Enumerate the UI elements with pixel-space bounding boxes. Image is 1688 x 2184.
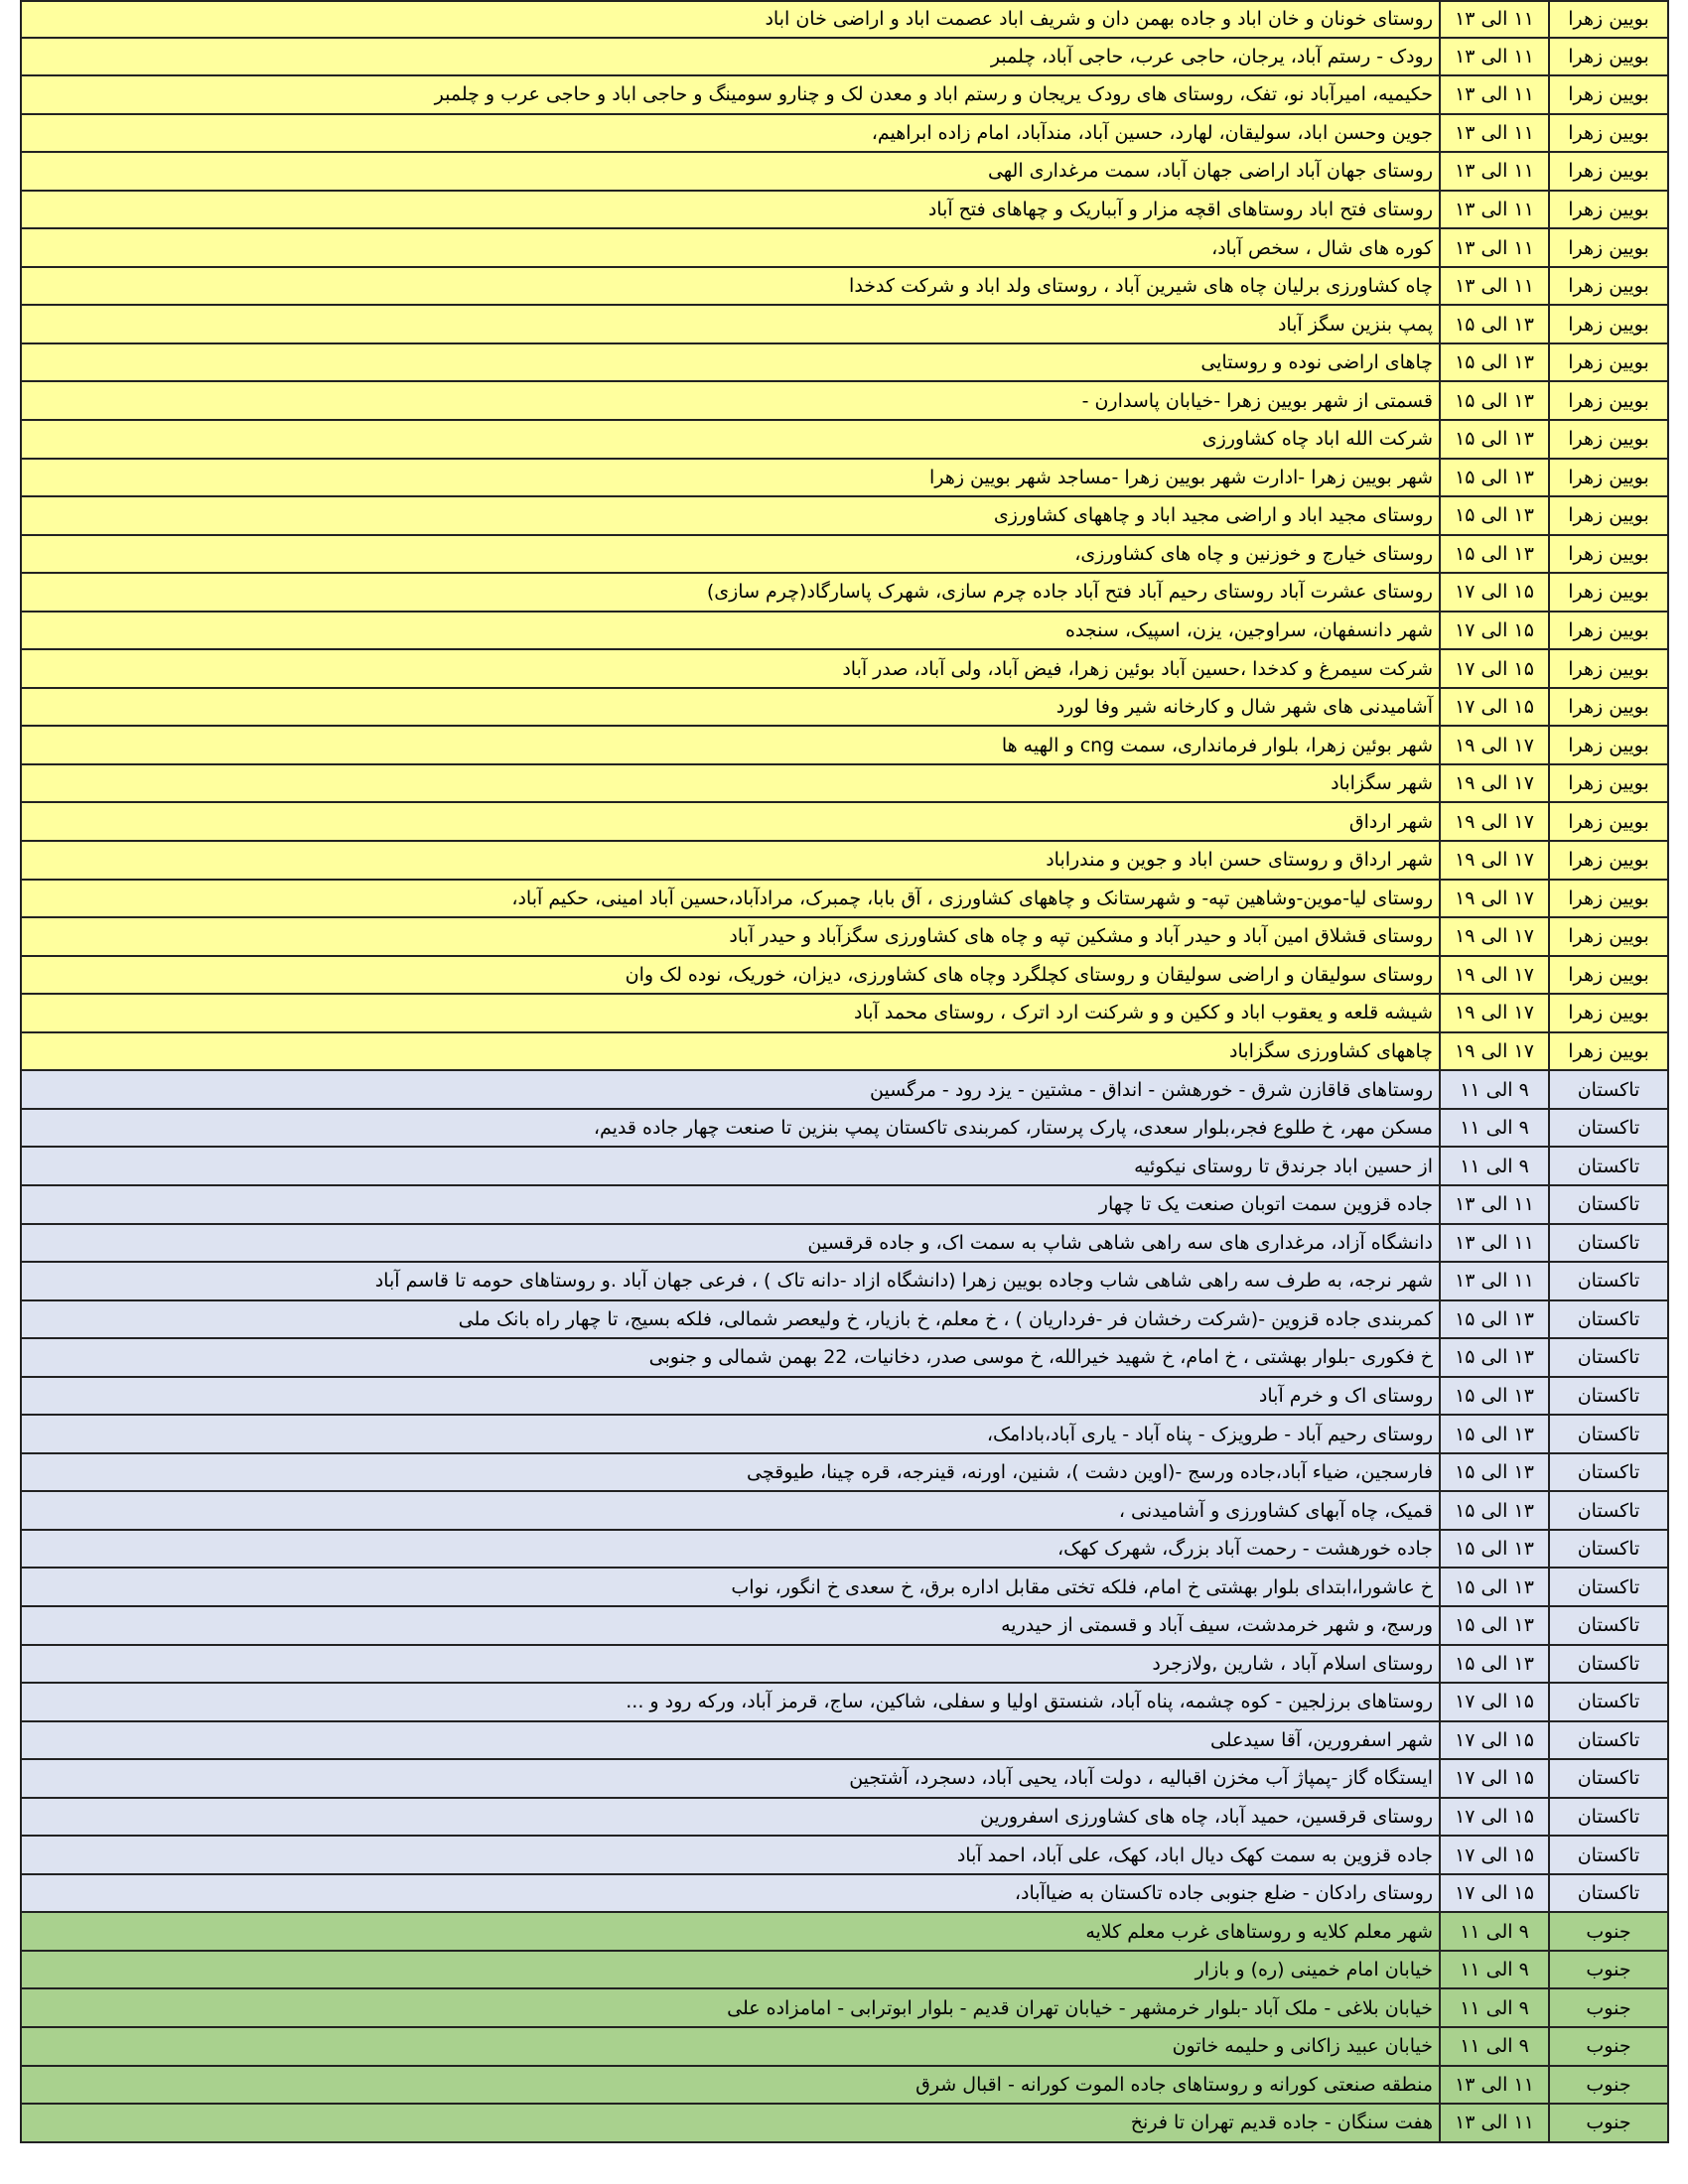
city-cell: جنوب xyxy=(1548,1989,1669,2026)
table-row xyxy=(20,1875,1669,1914)
table-row xyxy=(20,1339,1669,1378)
time-cell: ۱۱ الی ۱۳ xyxy=(1439,229,1548,266)
table-row xyxy=(20,536,1669,575)
city-cell: تاکستان xyxy=(1548,1339,1669,1376)
city-cell: تاکستان xyxy=(1548,1301,1669,1338)
time-cell: ۱۳ الی ۱۵ xyxy=(1439,344,1548,381)
table-row xyxy=(20,727,1669,765)
table-row xyxy=(20,268,1669,307)
table-row xyxy=(20,1186,1669,1225)
area-cell: جاده قزوین به سمت کهک دیال اباد، کهک، علی آباد، احمد آباد xyxy=(20,1837,1439,1873)
table-row xyxy=(20,1416,1669,1454)
table-row xyxy=(20,1913,1669,1952)
table-row xyxy=(20,1033,1669,1072)
area-cell: خیابان امام خمینی (ره) و بازار xyxy=(20,1952,1439,1988)
area-cell: کوره های شال ، سخص آباد، xyxy=(20,229,1439,266)
city-cell: بویین زهرا xyxy=(1548,957,1669,994)
area-cell: شهر نرجه، به طرف سه راهی شاهی شاب وجاده بویین زهرا (دانشگاه ازاد -دانه تاک ) ، فرعی جهان آباد .و روستاهای حومه تا قاسم آباد xyxy=(20,1263,1439,1299)
table-row xyxy=(20,1263,1669,1301)
area-cell: روستای رحیم آباد - طرویزک - پناه آباد - یاری آباد،بادامک، xyxy=(20,1416,1439,1452)
table-row xyxy=(20,2028,1669,2067)
city-cell: تاکستان xyxy=(1548,1378,1669,1415)
table-row xyxy=(20,1454,1669,1493)
time-cell: ۱۳ الی ۱۵ xyxy=(1439,1646,1548,1683)
city-cell: بویین زهرا xyxy=(1548,842,1669,879)
table-row xyxy=(20,1607,1669,1646)
area-cell: خیابان بلاغی - ملک آباد -بلوار خرمشهر - خیابان تهران قدیم - بلوار ابوترابی - امامزاده علی xyxy=(20,1989,1439,2026)
city-cell: بویین زهرا xyxy=(1548,192,1669,228)
area-cell: قسمتی از شهر بویین زهرا -خیابان پاسدارن - xyxy=(20,382,1439,419)
time-cell: ۱۷ الی ۱۹ xyxy=(1439,918,1548,955)
area-cell: پمپ بنزین سگز آباد xyxy=(20,306,1439,342)
city-cell: بویین زهرا xyxy=(1548,344,1669,381)
time-cell: ۱۱ الی ۱۳ xyxy=(1439,39,1548,75)
area-cell: آشامیدنی های شهر شال و کارخانه شیر وفا لورد xyxy=(20,689,1439,726)
time-cell: ۱۱ الی ۱۳ xyxy=(1439,2105,1548,2141)
city-cell: بویین زهرا xyxy=(1548,421,1669,458)
time-cell: ۱۵ الی ۱۷ xyxy=(1439,1799,1548,1836)
area-cell: روستای رادکان - ضلع جنوبی جاده تاکستان به ضیاآباد، xyxy=(20,1875,1439,1912)
table-row xyxy=(20,2105,1669,2143)
time-cell: ۹ الی ۱۱ xyxy=(1439,1071,1548,1108)
table-row xyxy=(20,153,1669,192)
time-cell: ۱۷ الی ۱۹ xyxy=(1439,803,1548,840)
time-cell: ۱۳ الی ۱۵ xyxy=(1439,1492,1548,1529)
table-row xyxy=(20,1952,1669,1990)
table-row xyxy=(20,1531,1669,1570)
table-row xyxy=(20,76,1669,115)
time-cell: ۱۵ الی ۱۷ xyxy=(1439,1684,1548,1720)
area-cell: شهر ارداق و روستای حسن اباد و جوین و مندراباد xyxy=(20,842,1439,879)
table-row xyxy=(20,382,1669,421)
city-cell: بویین زهرا xyxy=(1548,497,1669,534)
city-cell: جنوب xyxy=(1548,2105,1669,2141)
time-cell: ۱۷ الی ۱۹ xyxy=(1439,995,1548,1031)
city-cell: تاکستان xyxy=(1548,1492,1669,1529)
time-cell: ۱۳ الی ۱۵ xyxy=(1439,1531,1548,1568)
area-cell: چاه کشاورزی برلیان چاه های شیرین آباد ، روستای ولد اباد و شرکت کدخدا xyxy=(20,268,1439,305)
area-cell: از حسین اباد جرندق تا روستای نیکوئیه xyxy=(20,1148,1439,1184)
area-cell: مسکن مهر، خ طلوع فجر،بلوار سعدی، پارک پرستار، کمربندی تاکستان پمپ بنزین تا صنعت چهار جاده قدیم، xyxy=(20,1110,1439,1147)
city-cell: تاکستان xyxy=(1548,1071,1669,1108)
city-cell: تاکستان xyxy=(1548,1186,1669,1223)
table-row xyxy=(20,192,1669,230)
table-row xyxy=(20,765,1669,804)
time-cell: ۱۳ الی ۱۵ xyxy=(1439,1378,1548,1415)
city-cell: جنوب xyxy=(1548,1952,1669,1988)
city-cell: تاکستان xyxy=(1548,1569,1669,1605)
city-cell: بویین زهرا xyxy=(1548,460,1669,496)
time-cell: ۱۵ الی ۱۷ xyxy=(1439,689,1548,726)
table-row xyxy=(20,1722,1669,1761)
time-cell: ۱۳ الی ۱۵ xyxy=(1439,1454,1548,1491)
table-row xyxy=(20,1837,1669,1875)
time-cell: ۱۳ الی ۱۵ xyxy=(1439,1416,1548,1452)
time-cell: ۱۳ الی ۱۵ xyxy=(1439,1607,1548,1644)
city-cell: تاکستان xyxy=(1548,1148,1669,1184)
time-cell: ۹ الی ۱۱ xyxy=(1439,1148,1548,1184)
time-cell: ۱۳ الی ۱۵ xyxy=(1439,536,1548,573)
city-cell: بویین زهرا xyxy=(1548,650,1669,687)
area-cell: روستای خیارج و خوزنین و چاه های کشاورزی، xyxy=(20,536,1439,573)
city-cell: بویین زهرا xyxy=(1548,1033,1669,1070)
area-cell: شرکت الله اباد چاه کشاورزی xyxy=(20,421,1439,458)
time-cell: ۱۷ الی ۱۹ xyxy=(1439,765,1548,802)
area-cell: خ فکوری -بلوار بهشتی ، خ امام، خ شهید خیرالله، خ موسی صدر، دخانیات، 22 بهمن شمالی و جنوبی xyxy=(20,1339,1439,1376)
table-row xyxy=(20,1225,1669,1264)
time-cell: ۱۵ الی ۱۷ xyxy=(1439,574,1548,611)
table-row xyxy=(20,1492,1669,1531)
area-cell: دانشگاه آزاد، مرغداری های سه راهی شاهی شاپ به سمت اک، و جاده قرقسین xyxy=(20,1225,1439,1262)
city-cell: جنوب xyxy=(1548,2067,1669,2104)
time-cell: ۱۵ الی ۱۷ xyxy=(1439,1722,1548,1759)
table-row xyxy=(20,650,1669,689)
time-cell: ۱۳ الی ۱۵ xyxy=(1439,1569,1548,1605)
area-cell: روستای سولیقان و اراضی سولیقان و روستای کچلگرد وچاه های کشاورزی، دیزان، خوریک، نوده لک وان xyxy=(20,957,1439,994)
city-cell: بویین زهرا xyxy=(1548,382,1669,419)
city-cell: بویین زهرا xyxy=(1548,115,1669,152)
time-cell: ۱۷ الی ۱۹ xyxy=(1439,727,1548,763)
time-cell: ۱۳ الی ۱۵ xyxy=(1439,382,1548,419)
table-row xyxy=(20,1301,1669,1340)
area-cell: هفت سنگان - جاده قدیم تهران تا فرنخ xyxy=(20,2105,1439,2141)
city-cell: تاکستان xyxy=(1548,1531,1669,1568)
area-cell: جاده قزوین سمت اتوبان صنعت یک تا چهار xyxy=(20,1186,1439,1223)
area-cell: شیشه قلعه و یعقوب اباد و ککین و و شرکنت ارد اترک ، روستای محمد آباد xyxy=(20,995,1439,1031)
time-cell: ۱۱ الی ۱۳ xyxy=(1439,1263,1548,1299)
area-cell: منطقه صنعتی کورانه و روستاهای جاده الموت کورانه - اقبال شرق xyxy=(20,2067,1439,2104)
area-cell: چاههای کشاورزی سگزاباد xyxy=(20,1033,1439,1070)
area-cell: ورسج، و شهر خرمدشت، سیف آباد و قسمتی از حیدریه xyxy=(20,1607,1439,1644)
time-cell: ۹ الی ۱۱ xyxy=(1439,2028,1548,2065)
area-cell: فارسجین، ضیاء آباد،جاده ورسج -(اوین دشت )، شنین، اورنه، قینرجه، قره چینا، طیوقچی xyxy=(20,1454,1439,1491)
table-row xyxy=(20,229,1669,268)
area-cell: روستای لیا-موین-وشاهین تپه- و شهرستانک و چاههای کشاورزی ، آق بابا، چمبرک، مرادآباد،حسین آباد امینی، حکیم آباد، xyxy=(20,881,1439,917)
time-cell: ۱۱ الی ۱۳ xyxy=(1439,2067,1548,2104)
time-cell: ۱۵ الی ۱۷ xyxy=(1439,613,1548,649)
area-cell: شهر سگزاباد xyxy=(20,765,1439,802)
outage-schedule-table xyxy=(20,0,1669,2143)
city-cell: تاکستان xyxy=(1548,1799,1669,1836)
table-row xyxy=(20,995,1669,1033)
time-cell: ۱۳ الی ۱۵ xyxy=(1439,306,1548,342)
area-cell: روستای قشلاق امین آباد و حیدر آباد و مشکین تپه و چاه های کشاورزی سگزآباد و حیدر آباد xyxy=(20,918,1439,955)
area-cell: کمربندی جاده قزوین -(شرکت رخشان فر -فرداریان ) ، خ معلم، خ بازیار، خ ولیعصر شمالی، فلکه بسیج، تا چهار راه بانک ملی xyxy=(20,1301,1439,1338)
time-cell: ۱۳ الی ۱۵ xyxy=(1439,460,1548,496)
table-row xyxy=(20,421,1669,460)
table-row xyxy=(20,1071,1669,1110)
city-cell: تاکستان xyxy=(1548,1875,1669,1912)
table-row xyxy=(20,1684,1669,1722)
table-row xyxy=(20,497,1669,536)
time-cell: ۱۷ الی ۱۹ xyxy=(1439,842,1548,879)
time-cell: ۱۷ الی ۱۹ xyxy=(1439,1033,1548,1070)
time-cell: ۱۱ الی ۱۳ xyxy=(1439,2,1548,37)
city-cell: بویین زهرا xyxy=(1548,536,1669,573)
table-row xyxy=(20,39,1669,77)
area-cell: روستاهای برزلجین - کوه چشمه، پناه آباد، شنستق اولیا و سفلی، شاکین، ساج، قرمز آباد، ورکه رود و ... xyxy=(20,1684,1439,1720)
area-cell: روستاهای قاقازن شرق - خورهشن - انداق - مشتین - یزد رود - مرگسین xyxy=(20,1071,1439,1108)
area-cell: شهر ارداق xyxy=(20,803,1439,840)
city-cell: بویین زهرا xyxy=(1548,2,1669,37)
time-cell: ۱۱ الی ۱۳ xyxy=(1439,192,1548,228)
table-row xyxy=(20,574,1669,613)
time-cell: ۱۳ الی ۱۵ xyxy=(1439,1339,1548,1376)
table-row xyxy=(20,1378,1669,1417)
city-cell: بویین زهرا xyxy=(1548,574,1669,611)
table-row xyxy=(20,1989,1669,2028)
table-row xyxy=(20,957,1669,996)
time-cell: ۱۱ الی ۱۳ xyxy=(1439,115,1548,152)
time-cell: ۹ الی ۱۱ xyxy=(1439,1110,1548,1147)
time-cell: ۱۷ الی ۱۹ xyxy=(1439,957,1548,994)
area-cell: روستای قرقسین، حمید آباد، چاه های کشاورزی اسفرورین xyxy=(20,1799,1439,1836)
city-cell: تاکستان xyxy=(1548,1684,1669,1720)
time-cell: ۱۵ الی ۱۷ xyxy=(1439,1875,1548,1912)
table-row xyxy=(20,1110,1669,1149)
area-cell: روستای جهان آباد اراضی جهان آباد، سمت مرغداری الهی xyxy=(20,153,1439,190)
time-cell: ۱۱ الی ۱۳ xyxy=(1439,76,1548,113)
city-cell: تاکستان xyxy=(1548,1837,1669,1873)
time-cell: ۱۷ الی ۱۹ xyxy=(1439,881,1548,917)
city-cell: تاکستان xyxy=(1548,1110,1669,1147)
area-cell: خ عاشورا،ابتدای بلوار بهشتی خ امام، فلکه تختی مقابل اداره برق، خ سعدی خ انگور، نواب xyxy=(20,1569,1439,1605)
city-cell: بویین زهرا xyxy=(1548,918,1669,955)
city-cell: تاکستان xyxy=(1548,1607,1669,1644)
city-cell: بویین زهرا xyxy=(1548,995,1669,1031)
table-row xyxy=(20,689,1669,728)
time-cell: ۹ الی ۱۱ xyxy=(1439,1952,1548,1988)
city-cell: بویین زهرا xyxy=(1548,689,1669,726)
time-cell: ۱۱ الی ۱۳ xyxy=(1439,1225,1548,1262)
area-cell: روستای خونان و خان اباد و جاده بهمن دان و شریف اباد عصمت اباد و اراضی خان اباد xyxy=(20,2,1439,37)
city-cell: تاکستان xyxy=(1548,1263,1669,1299)
area-cell: قمیک، چاه آبهای کشاورزی و آشامیدنی ، xyxy=(20,1492,1439,1529)
table-row xyxy=(20,613,1669,651)
city-cell: بویین زهرا xyxy=(1548,39,1669,75)
time-cell: ۱۵ الی ۱۷ xyxy=(1439,650,1548,687)
area-cell: روستای عشرت آباد روستای رحیم آباد فتح آباد جاده چرم سازی، شهرک پاسارگاد(چرم سازی) xyxy=(20,574,1439,611)
table-row xyxy=(20,0,1669,39)
city-cell: بویین زهرا xyxy=(1548,153,1669,190)
time-cell: ۱۱ الی ۱۳ xyxy=(1439,268,1548,305)
area-cell: شهر بویین زهرا -ادارت شهر بویین زهرا -مساجد شهر بویین زهرا xyxy=(20,460,1439,496)
area-cell: خیابان عبید زاکانی و حلیمه خاتون xyxy=(20,2028,1439,2065)
city-cell: جنوب xyxy=(1548,2028,1669,2065)
table-row xyxy=(20,1569,1669,1607)
city-cell: بویین زهرا xyxy=(1548,613,1669,649)
table-row xyxy=(20,1760,1669,1799)
area-cell: شهر بوئین زهرا، بلوار فرمانداری، سمت cng و الهیه ها xyxy=(20,727,1439,763)
table-row xyxy=(20,918,1669,957)
city-cell: تاکستان xyxy=(1548,1722,1669,1759)
time-cell: ۹ الی ۱۱ xyxy=(1439,1989,1548,2026)
area-cell: حکیمیه، امیرآباد نو، تفک، روستای های رودک یریجان و رستم اباد و معدن لک و چنارو سومینگ و حاجی اباد و حاجی عرب و چلمبر xyxy=(20,76,1439,113)
city-cell: بویین زهرا xyxy=(1548,76,1669,113)
table-row xyxy=(20,881,1669,919)
table-row xyxy=(20,1799,1669,1838)
area-cell: ایستگاه گاز -پمپاژ آب مخزن اقبالیه ، دولت آباد، یحیی آباد، دسجرد، آشتجین xyxy=(20,1760,1439,1797)
area-cell: شهر معلم کلایه و روستاهای غرب معلم کلایه xyxy=(20,1913,1439,1950)
time-cell: ۱۳ الی ۱۵ xyxy=(1439,497,1548,534)
time-cell: ۱۵ الی ۱۷ xyxy=(1439,1760,1548,1797)
area-cell: روستای اسلام آباد ، شارین ,ولازجرد xyxy=(20,1646,1439,1683)
city-cell: بویین زهرا xyxy=(1548,803,1669,840)
area-cell: چاهای اراضی نوده و روستایی xyxy=(20,344,1439,381)
city-cell: تاکستان xyxy=(1548,1416,1669,1452)
area-cell: شهر اسفرورین، آقا سیدعلی xyxy=(20,1722,1439,1759)
area-cell: شرکت سیمرغ و کدخدا ،حسین آباد بوئین زهرا، فیض آباد، ولی آباد، صدر آباد xyxy=(20,650,1439,687)
area-cell: رودک - رستم آباد، یرجان، حاجی عرب، حاجی آباد، چلمبر xyxy=(20,39,1439,75)
time-cell: ۱۱ الی ۱۳ xyxy=(1439,1186,1548,1223)
table-row xyxy=(20,842,1669,881)
time-cell: ۱۵ الی ۱۷ xyxy=(1439,1837,1548,1873)
table-row xyxy=(20,1148,1669,1186)
city-cell: تاکستان xyxy=(1548,1760,1669,1797)
table-row xyxy=(20,2067,1669,2106)
time-cell: ۱۳ الی ۱۵ xyxy=(1439,1301,1548,1338)
area-cell: جوین وحسن اباد، سولیقان، لهارد، حسین آباد، مندآباد، امام زاده ابراهیم، xyxy=(20,115,1439,152)
area-cell: شهر دانسفهان، سراوجین، یزن، اسپیک، سنجده xyxy=(20,613,1439,649)
city-cell: بویین زهرا xyxy=(1548,229,1669,266)
area-cell: روستای اک و خرم آباد xyxy=(20,1378,1439,1415)
city-cell: بویین زهرا xyxy=(1548,268,1669,305)
area-cell: روستای فتح اباد روستاهای اقچه مزار و آبباریک و چهاهای فتح آباد xyxy=(20,192,1439,228)
city-cell: جنوب xyxy=(1548,1913,1669,1950)
table-row xyxy=(20,460,1669,498)
table-row xyxy=(20,306,1669,344)
city-cell: بویین زهرا xyxy=(1548,727,1669,763)
time-cell: ۹ الی ۱۱ xyxy=(1439,1913,1548,1950)
city-cell: بویین زهرا xyxy=(1548,881,1669,917)
city-cell: تاکستان xyxy=(1548,1225,1669,1262)
city-cell: تاکستان xyxy=(1548,1454,1669,1491)
area-cell: جاده خورهشت - رحمت آباد بزرگ، شهرک کهک، xyxy=(20,1531,1439,1568)
city-cell: بویین زهرا xyxy=(1548,765,1669,802)
time-cell: ۱۳ الی ۱۵ xyxy=(1439,421,1548,458)
time-cell: ۱۱ الی ۱۳ xyxy=(1439,153,1548,190)
city-cell: بویین زهرا xyxy=(1548,306,1669,342)
table-row xyxy=(20,1646,1669,1685)
area-cell: روستای مجید اباد و اراضی مجید اباد و چاههای کشاورزی xyxy=(20,497,1439,534)
table-row xyxy=(20,803,1669,842)
table-row xyxy=(20,344,1669,383)
city-cell: تاکستان xyxy=(1548,1646,1669,1683)
table-row xyxy=(20,115,1669,154)
